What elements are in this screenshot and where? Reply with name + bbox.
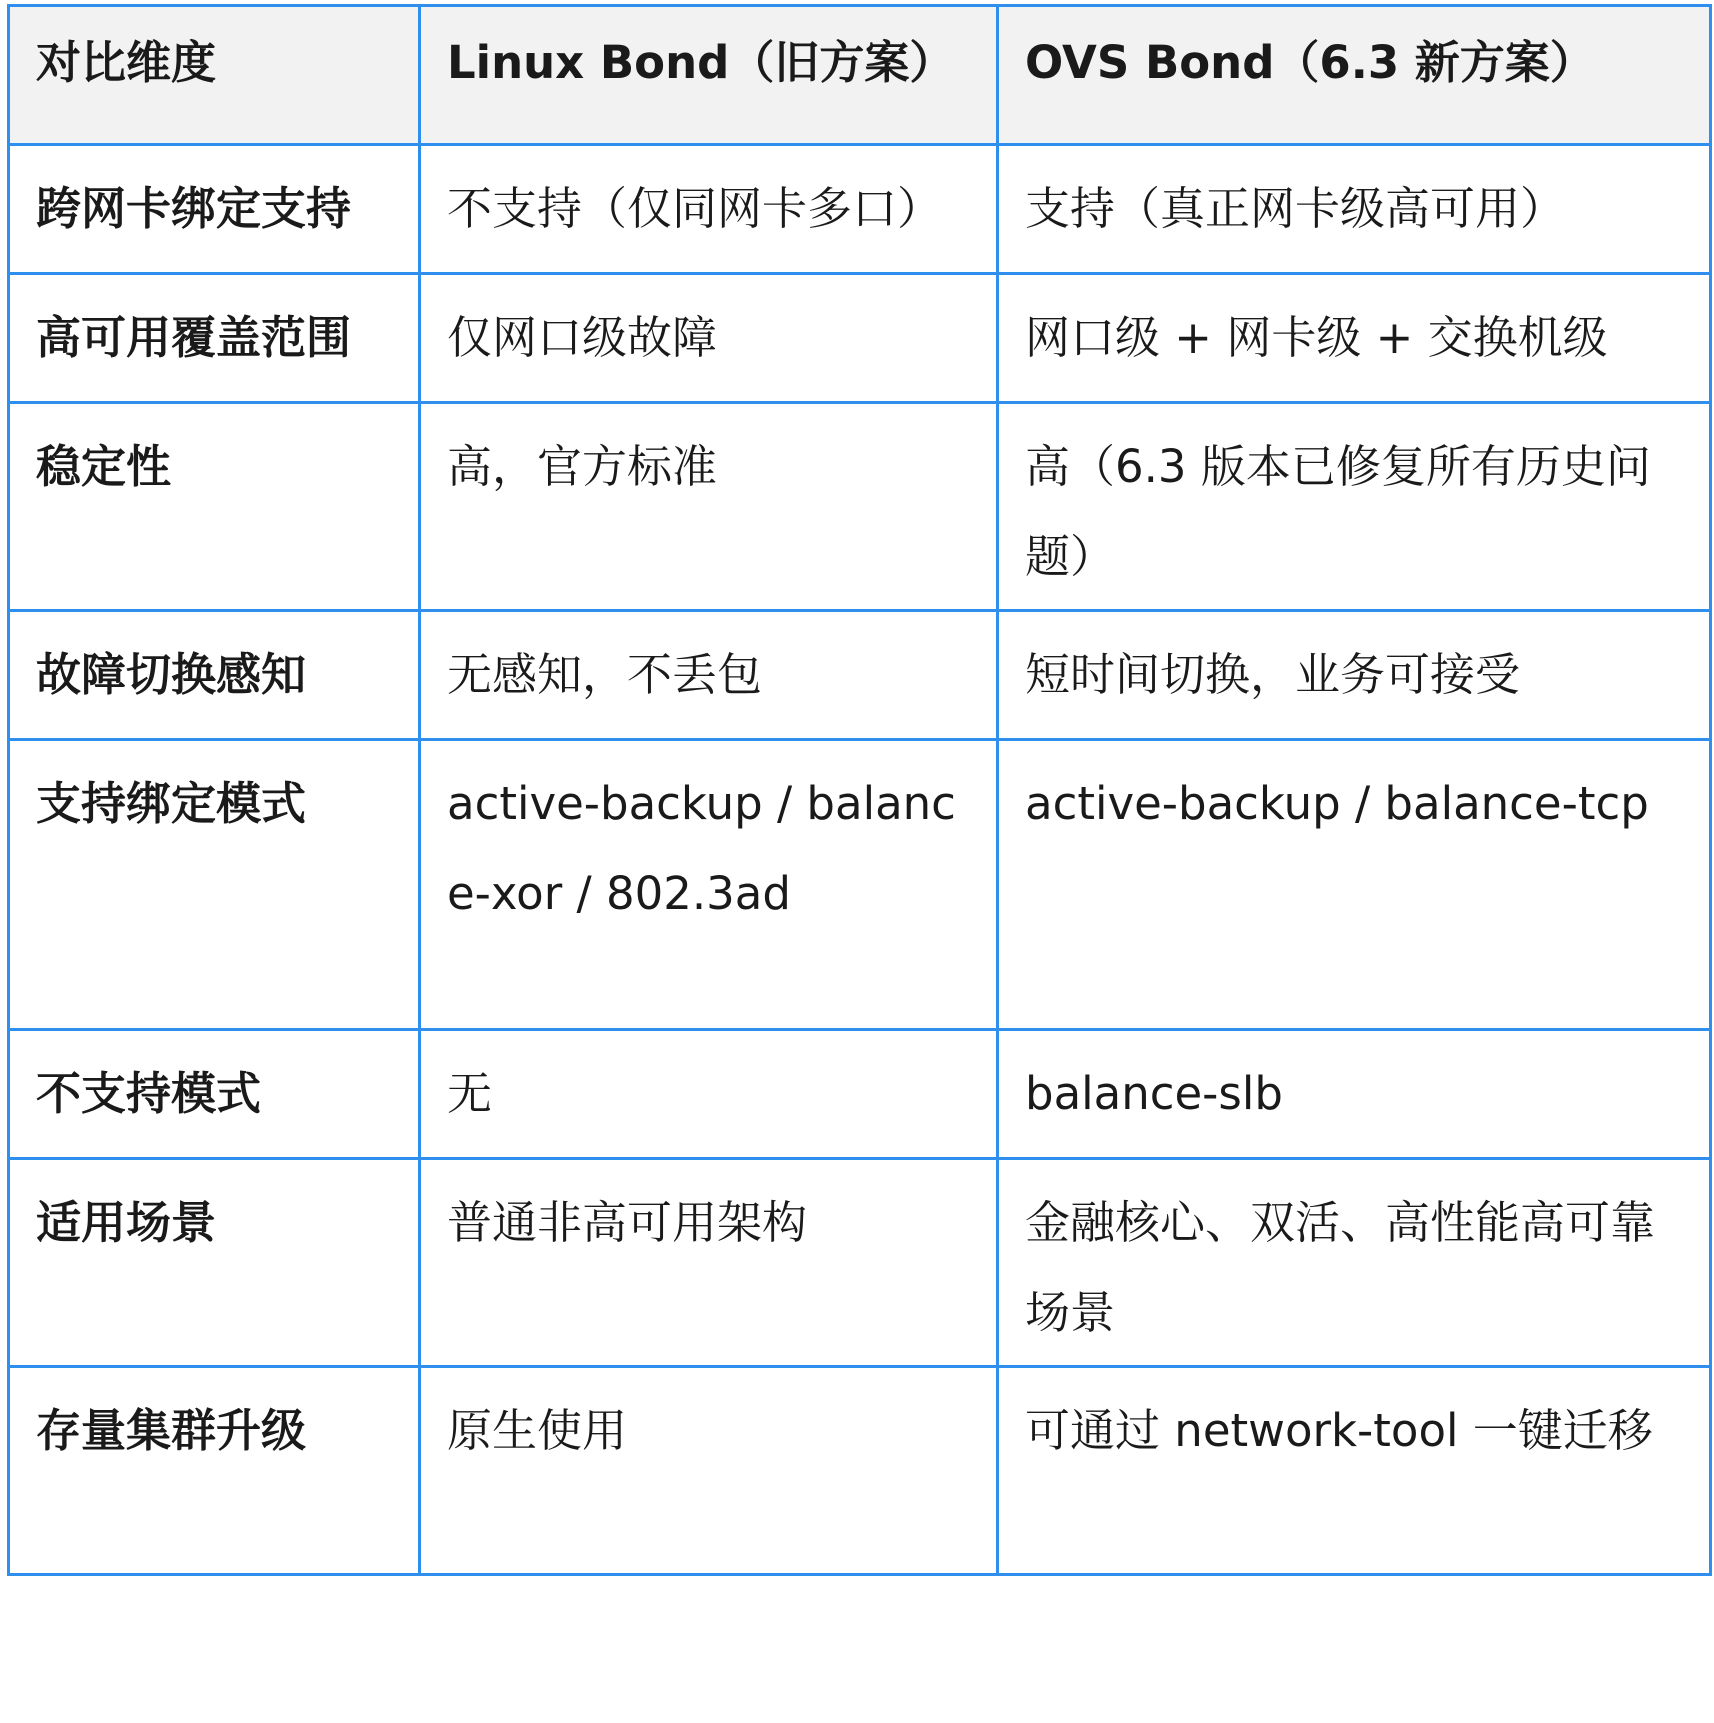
row-dimension-text: 跨网卡绑定支持 — [36, 182, 352, 235]
linux-bond-cell — [420, 1159, 998, 1367]
row-dimension-cell — [9, 1030, 420, 1159]
linux-bond-text: 无 — [447, 1067, 493, 1120]
comparison-table — [7, 4, 1712, 1576]
ovs-bond-text: 金融核心、双活、高性能高可靠场景 — [1025, 1196, 1656, 1339]
row-dimension-cell — [9, 403, 420, 611]
row-dimension-cell — [9, 1159, 420, 1367]
linux-bond-text: 仅网口级故障 — [447, 311, 718, 364]
linux-bond-text: active-backup / balance-xor / 802.3ad — [447, 777, 956, 920]
ovs-bond-cell — [998, 145, 1711, 274]
linux-bond-cell — [420, 611, 998, 740]
linux-bond-cell — [420, 1367, 998, 1575]
table-row — [9, 1159, 1711, 1367]
row-dimension-cell — [9, 611, 420, 740]
linux-bond-cell — [420, 1030, 998, 1159]
row-dimension-cell — [9, 1367, 420, 1575]
ovs-bond-text: 短时间切换，业务可接受 — [1025, 648, 1521, 701]
header-linux-bond-label: Linux Bond（旧方案） — [447, 36, 955, 89]
row-dimension-text: 高可用覆盖范围 — [36, 311, 352, 364]
row-dimension-cell — [9, 145, 420, 274]
ovs-bond-cell — [998, 611, 1711, 740]
header-dimension — [9, 6, 420, 145]
header-linux-bond — [420, 6, 998, 145]
table-header-row — [9, 6, 1711, 145]
row-dimension-text: 不支持模式 — [36, 1067, 262, 1120]
ovs-bond-cell — [998, 1159, 1711, 1367]
ovs-bond-text: 可通过 network-tool 一键迁移 — [1025, 1404, 1653, 1457]
ovs-bond-text: 高（6.3 版本已修复所有历史问题） — [1025, 440, 1651, 583]
table-row — [9, 1030, 1711, 1159]
ovs-bond-text: 网口级 + 网卡级 + 交换机级 — [1025, 311, 1608, 364]
ovs-bond-text: active-backup / balance-tcp — [1025, 777, 1649, 830]
table-row — [9, 611, 1711, 740]
row-dimension-cell — [9, 740, 420, 1030]
linux-bond-text: 普通非高可用架构 — [447, 1196, 808, 1249]
row-dimension-text: 稳定性 — [36, 440, 172, 493]
ovs-bond-cell — [998, 274, 1711, 403]
ovs-bond-cell — [998, 1030, 1711, 1159]
row-dimension-text: 支持绑定模式 — [36, 777, 307, 830]
table-row — [9, 274, 1711, 403]
row-dimension-cell — [9, 274, 420, 403]
header-dimension-label: 对比维度 — [36, 36, 217, 89]
ovs-bond-cell — [998, 1367, 1711, 1575]
linux-bond-cell — [420, 740, 998, 1030]
linux-bond-text: 高，官方标准 — [447, 440, 718, 493]
header-ovs-bond-label: OVS Bond（6.3 新方案） — [1025, 36, 1595, 89]
linux-bond-cell — [420, 274, 998, 403]
linux-bond-text: 原生使用 — [447, 1404, 628, 1457]
row-dimension-text: 存量集群升级 — [36, 1404, 307, 1457]
table-row — [9, 1367, 1711, 1575]
table-row — [9, 145, 1711, 274]
linux-bond-cell — [420, 403, 998, 611]
ovs-bond-text: balance-slb — [1025, 1067, 1283, 1120]
ovs-bond-text: 支持（真正网卡级高可用） — [1025, 182, 1566, 235]
row-dimension-text: 故障切换感知 — [36, 648, 307, 701]
linux-bond-text: 无感知，不丢包 — [447, 648, 763, 701]
header-ovs-bond — [998, 6, 1711, 145]
row-dimension-text: 适用场景 — [36, 1196, 217, 1249]
ovs-bond-cell — [998, 740, 1711, 1030]
ovs-bond-cell — [998, 403, 1711, 611]
linux-bond-text: 不支持（仅同网卡多口） — [447, 182, 943, 235]
table-row — [9, 740, 1711, 1030]
linux-bond-cell — [420, 145, 998, 274]
table-row — [9, 403, 1711, 611]
